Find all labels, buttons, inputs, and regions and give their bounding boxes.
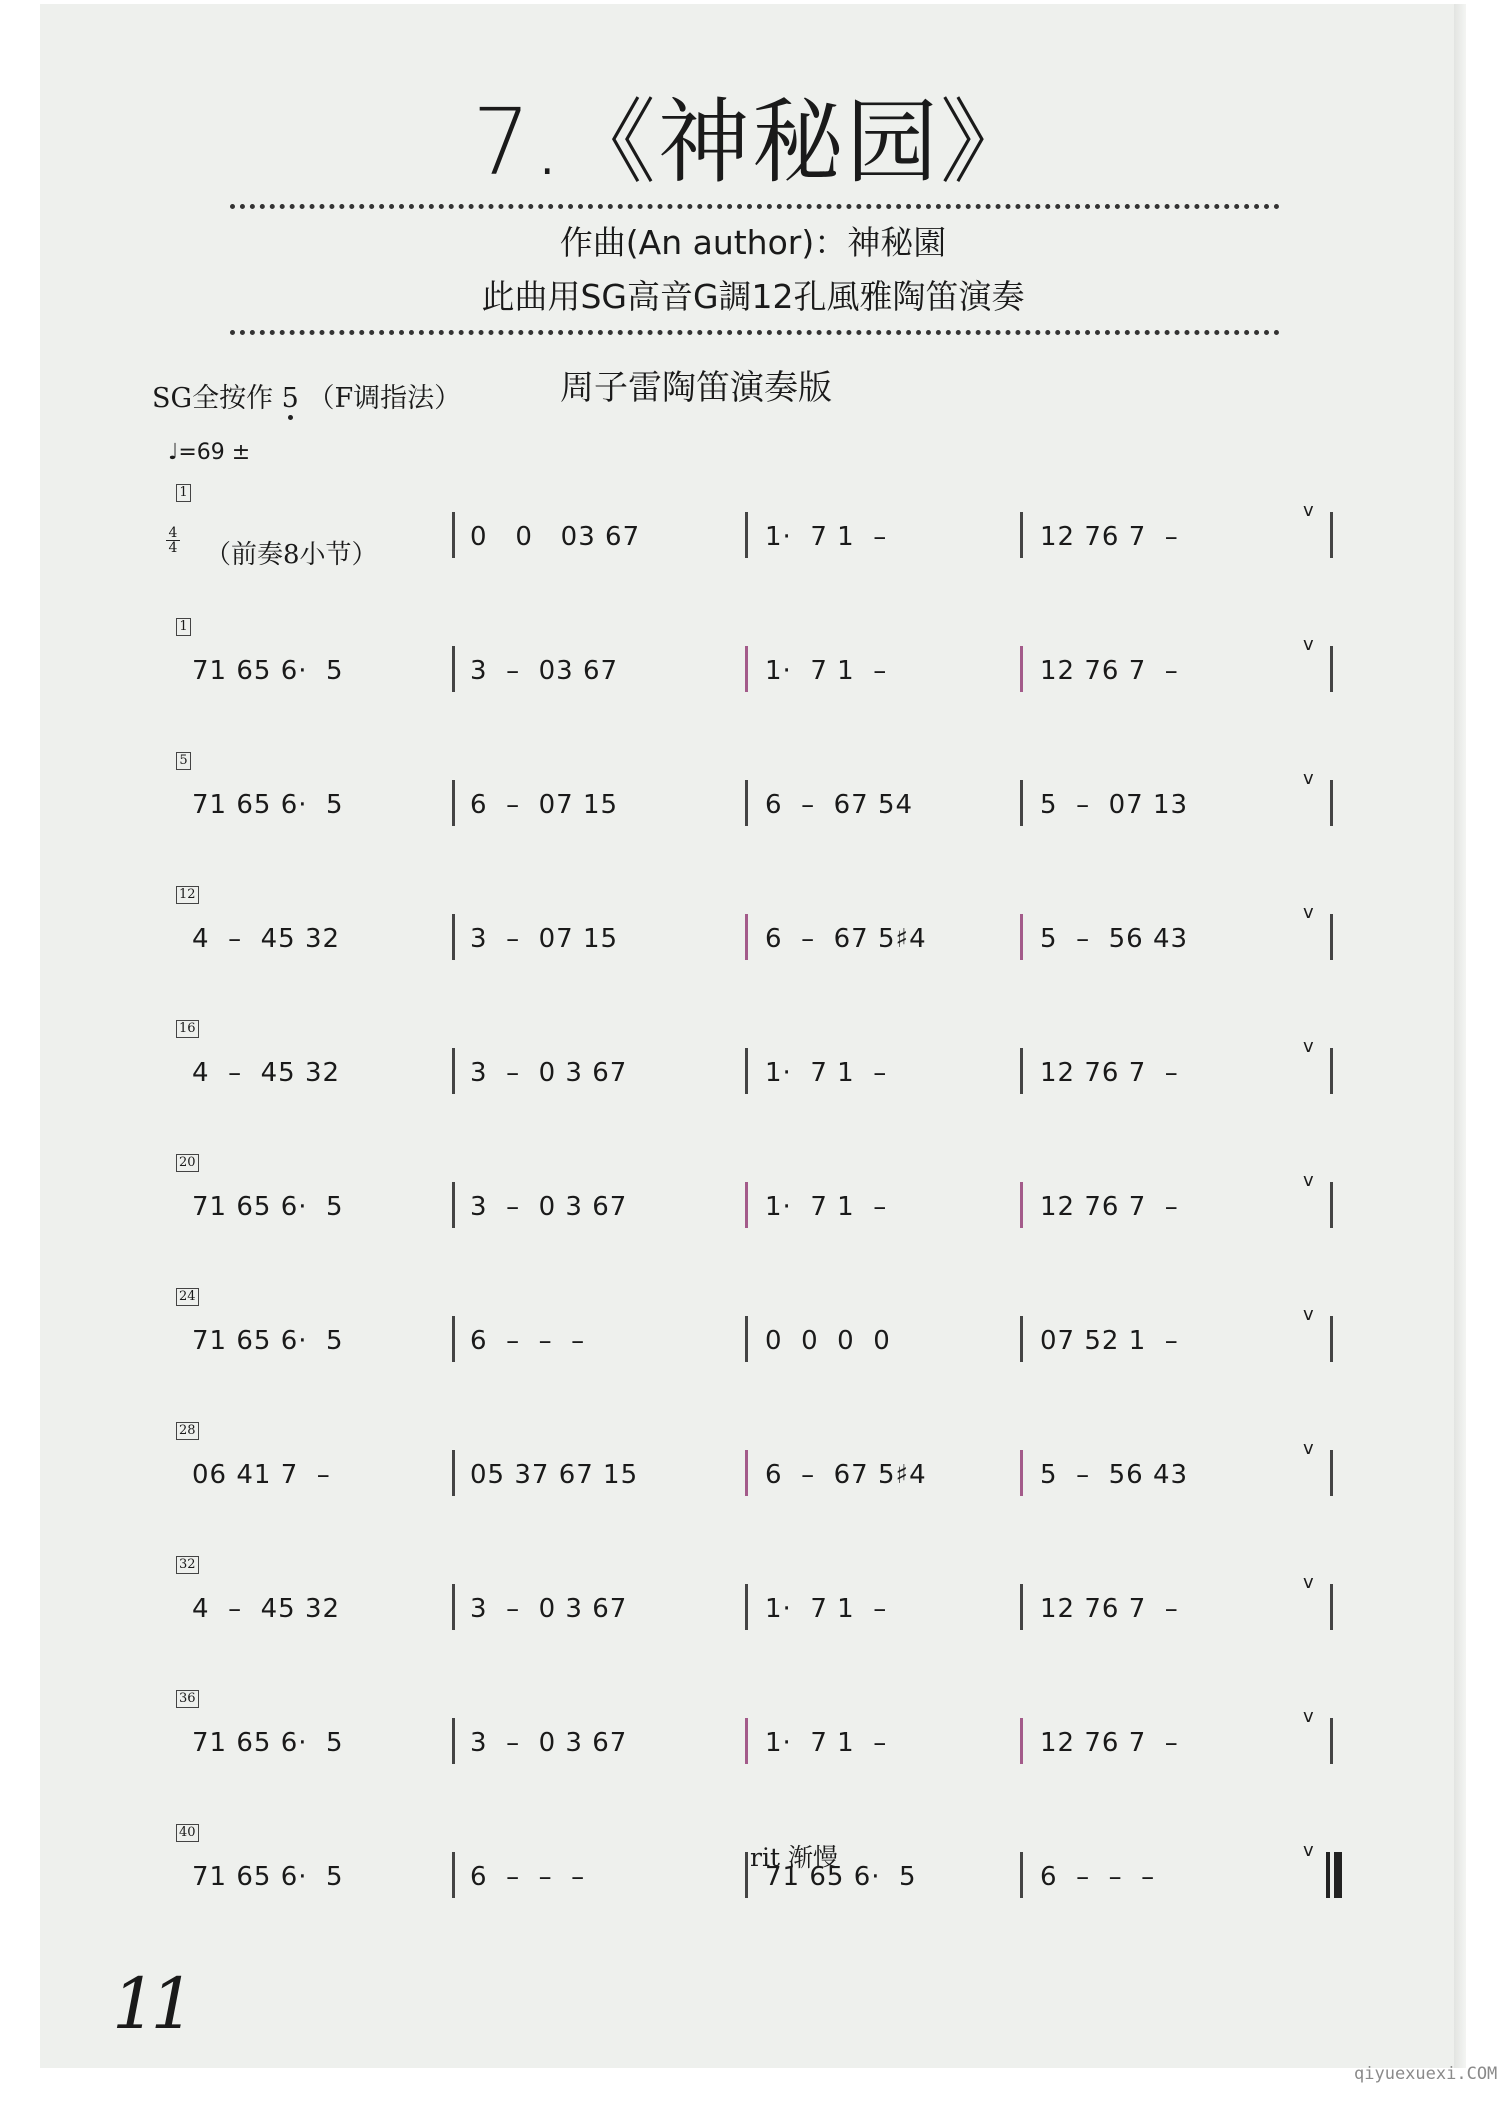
barline [1020,1852,1023,1898]
measure-number: 1 [176,618,191,636]
fingering-suffix: （F调指法） [307,383,462,414]
breath-mark: v [1303,1572,1314,1593]
barline [1020,1718,1023,1764]
measure: 71 65 6· 5 [192,1326,344,1356]
breath-mark: v [1303,500,1314,521]
time-signature [166,526,180,555]
barline [1020,914,1023,960]
fingering-key-note: 5 [281,383,299,414]
measure: 71 65 6· 5 [192,656,344,686]
barline [1330,1048,1333,1094]
measure: 5 – 56 43 [1040,924,1189,954]
measure: 05 37 67 15 [470,1460,639,1490]
breath-mark: v [1303,902,1314,923]
measure: 1· 7 1 – [765,1728,888,1758]
barline [452,1584,455,1630]
barline [1020,646,1023,692]
measure-number: 36 [176,1690,199,1708]
barline [745,1450,748,1496]
barline [745,1584,748,1630]
barline [1330,914,1333,960]
barline [452,1316,455,1362]
measure: 3 – 0 3 67 [470,1594,628,1624]
composer-line: 作曲(An author)：神秘園 [559,223,947,262]
barline [452,1852,455,1898]
barline [745,1718,748,1764]
measure: 5 – 56 43 [1040,1460,1189,1490]
instrument-line: 此曲用SG高音G調12孔風雅陶笛演奏 [481,277,1025,316]
barline [1020,1182,1023,1228]
breath-mark: v [1303,1036,1314,1057]
measure: 4 – 45 32 [192,1594,341,1624]
barline [745,780,748,826]
fingering-note [152,376,461,415]
measure-number: 32 [176,1556,199,1574]
barline [745,1048,748,1094]
barline [745,1852,748,1898]
measure: 71 65 6· 5 [192,1862,344,1892]
tempo-marking: ♩=69 ± [168,440,251,465]
barline [745,1316,748,1362]
barline [1326,1852,1330,1898]
measure: 12 76 7 – [1040,1192,1179,1222]
measure-number: 12 [176,886,199,904]
barline [452,646,455,692]
page-number: 11 [112,1963,190,2045]
measure: 71 65 6· 5 [192,790,344,820]
barline [452,1182,455,1228]
barline [1020,1584,1023,1630]
measure: 3 – 07 15 [470,924,619,954]
measure: 4 – 45 32 [192,924,341,954]
measure: 6 – 07 15 [470,790,619,820]
measure: 6 – 67 5♯4 [765,1460,927,1490]
measure: 6 – – – [470,1326,586,1356]
measure: 1· 7 1 – [765,656,888,686]
measure: 6 – 67 5♯4 [765,924,927,954]
measure-number: 16 [176,1020,199,1038]
measure: 4 – 45 32 [192,1058,341,1088]
measure: 1· 7 1 – [765,1058,888,1088]
measure: 3 – 0 3 67 [470,1728,628,1758]
breath-mark: v [1303,1706,1314,1727]
barline [745,646,748,692]
barline [1330,646,1333,692]
measure: 6 – 67 54 [765,790,914,820]
measure: 5 – 07 13 [1040,790,1189,820]
ritardando-marking: rit 渐慢 [750,1843,838,1872]
barline [1020,1048,1023,1094]
barline [1020,1316,1023,1362]
measure-number: 40 [176,1824,199,1842]
time-signature-bottom: 4 [168,540,178,556]
measure: 12 76 7 – [1040,522,1179,552]
measure: 12 76 7 – [1040,1728,1179,1758]
measure: 12 76 7 – [1040,1058,1179,1088]
breath-mark: v [1303,1438,1314,1459]
barline [1330,1316,1333,1362]
barline [1330,512,1333,558]
measure: 1· 7 1 – [765,1192,888,1222]
barline [452,1718,455,1764]
measure-number: 1 [176,484,191,502]
song-title: 7.《神秘园》 [472,89,1034,196]
barline [1330,1182,1333,1228]
barline [452,914,455,960]
barline [452,512,455,558]
barline [745,1182,748,1228]
measure: 1· 7 1 – [765,522,888,552]
barline [452,1450,455,1496]
barline [1020,780,1023,826]
barline [1330,1718,1333,1764]
measure: 6 – – – [1040,1862,1156,1892]
breath-mark: v [1303,1304,1314,1325]
measure-number: 24 [176,1288,199,1306]
measure: 12 76 7 – [1040,1594,1179,1624]
measure-number: 28 [176,1422,199,1440]
measure: 1· 7 1 – [765,1594,888,1624]
measure: 12 76 7 – [1040,656,1179,686]
measure: 71 65 6· 5 [192,1192,344,1222]
dotted-divider-bottom [230,330,1280,335]
breath-mark: v [1303,1170,1314,1191]
measure: 3 – 0 3 67 [470,1192,628,1222]
watermark: qiyuexuexi.COM [1354,2064,1498,2084]
breath-mark: v [1303,768,1314,789]
fingering-prefix: SG全按作 [152,383,274,414]
dotted-divider-top [230,204,1280,209]
measure-number: 20 [176,1154,199,1172]
barline [1330,1450,1333,1496]
measure: 6 – – – [470,1862,586,1892]
measure: 71 65 6· 5 [765,1862,917,1892]
barline [1020,1450,1023,1496]
time-signature-top: 4 [168,525,178,541]
barline [1020,512,1023,558]
breath-mark: v [1303,1840,1314,1861]
barline [452,780,455,826]
barline [452,1048,455,1094]
measure: 71 65 6· 5 [192,1728,344,1758]
barline [745,512,748,558]
barline [1330,780,1333,826]
measure: 3 – 03 67 [470,656,619,686]
measure-number: 5 [176,752,191,770]
measure: 3 – 0 3 67 [470,1058,628,1088]
measure: 07 52 1 – [1040,1326,1179,1356]
version-label: 周子雷陶笛演奏版 [560,368,832,408]
barline [745,914,748,960]
final-barline [1334,1852,1342,1898]
intro-note: （前奏8小节） [205,540,378,570]
barline [1330,1584,1333,1630]
measure: 0 0 03 67 [470,522,641,552]
measure: 06 41 7 – [192,1460,331,1490]
breath-mark: v [1303,634,1314,655]
measure: 0 0 0 0 [765,1326,891,1356]
